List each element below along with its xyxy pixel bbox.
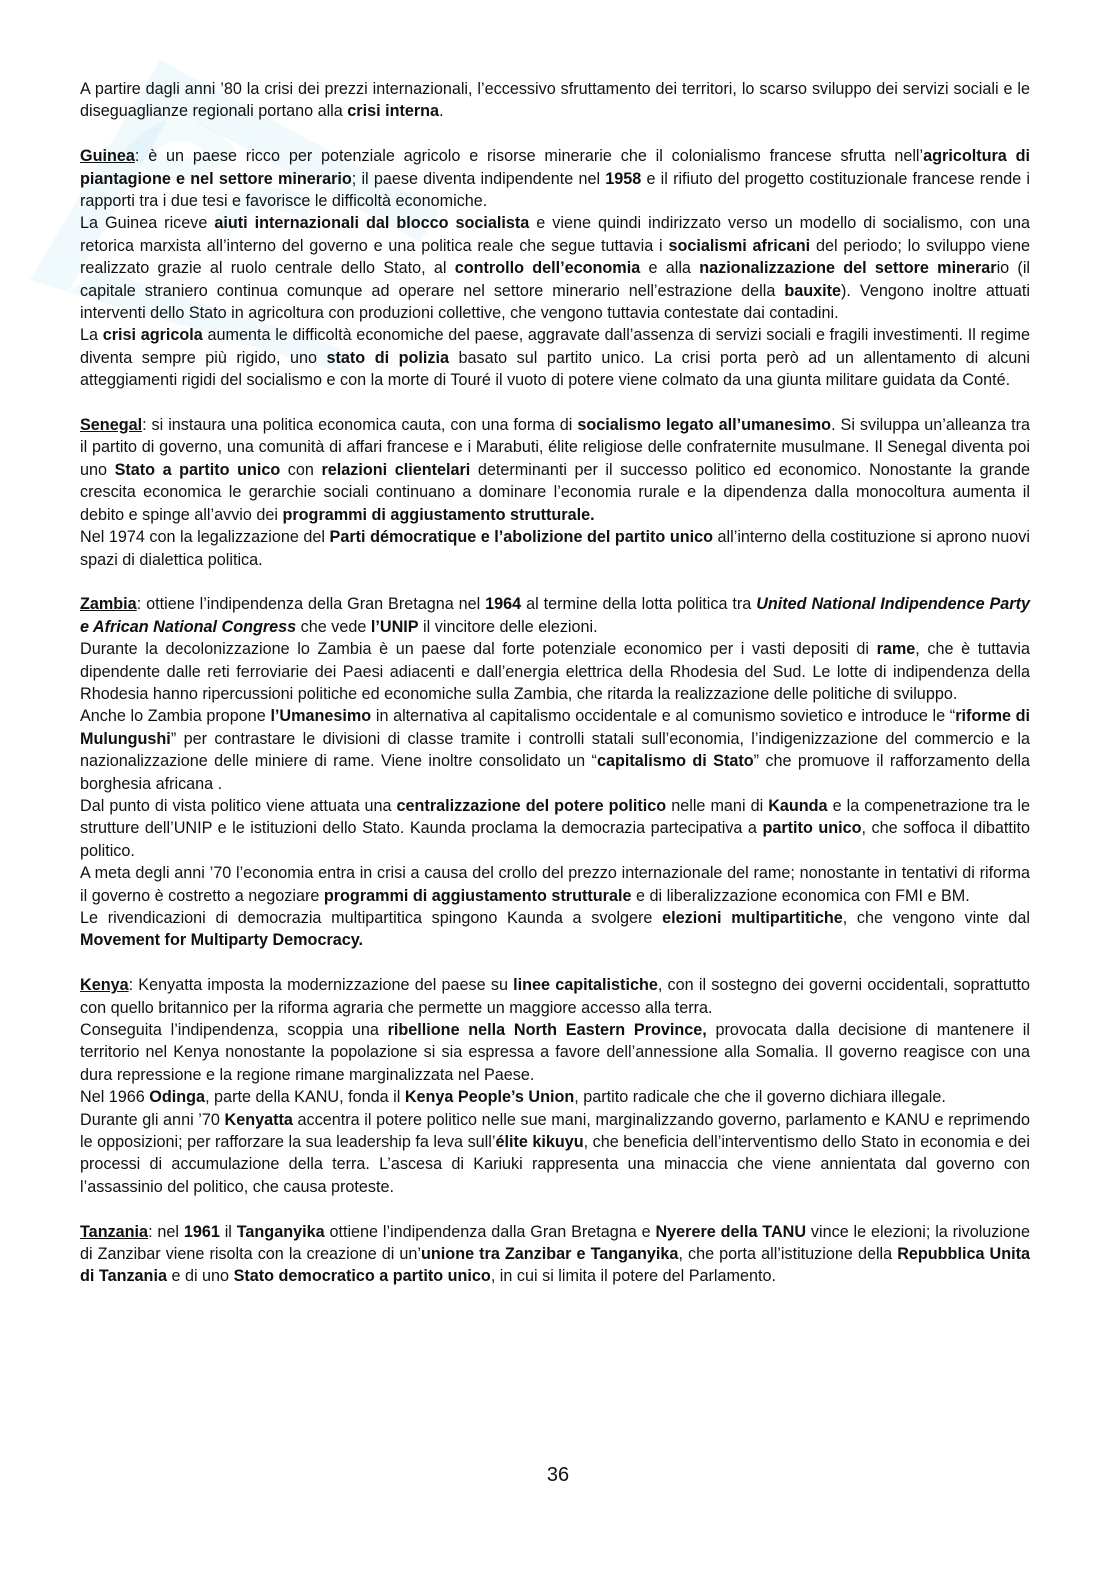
paragraph-zambia-crisi: A meta degli anni ’70 l’economia entra in crisi a causa del crollo del prezzo internazionale del rame; nonostante in tentativi di riforma il governo è costretto a negoziare programmi di aggiustamento strutturale e di liberalizzazione economica con FMI e BM. (80, 864, 1030, 905)
section-heading-zambia: Zambia (80, 595, 137, 614)
paragraph-crisi-interna: A partire dagli anni ’80 la crisi dei prezzi internazionali, l’eccessivo sfruttamento dei territori, lo scarso sviluppo dei servizi sociali e le diseguaglianze regionali portano alla crisi interna. (80, 80, 1030, 121)
paragraph-guinea-socialismo: La Guinea riceve aiuti internazionali dal blocco socialista e viene quindi indirizzato verso un modello di socialismo, con una retorica marxista all’interno del governo e una politica reale che segue tuttavia i socialismi africani del periodo; lo sviluppo viene realizzato grazie al ruolo centrale dello Stato, al controllo dell’economia e alla nazionalizzazione del settore minerario (il capitale straniero continua comunque ad operare nel settore minerario nell’estrazione della bauxite). Vengono inoltre attuati interventi dello Stato in agricoltura con produzioni collettive, che vengono tuttavia contestate dai contadini. (80, 214, 1031, 323)
page-number: 36 (546, 1464, 570, 1486)
paragraph-senegal-intro: Senegal: si instaura una politica economica cauta, con una forma di socialismo legato all’umanesimo. Si sviluppa un’alleanza tra il partito di governo, una comunità di affari francese e i Marabuti, élite religiose delle confraternite musulmane. Il Senegal diventa poi uno Stato a partito unico con relazioni clientelari determinanti per il successo politico ed economico. Nonostante la grande crescita economica le gerarchie sociali continuano a dominare l’economia rurale e la dipendenza dalla monocoltura aumenta il debito e spinge all’avvio dei programmi di aggiustamento strutturale. (80, 416, 1030, 524)
paragraph-zambia-kaunda: Dal punto di vista politico viene attuata una centralizzazione del potere politico nelle mani di Kaunda e la compenetrazione tra le strutture dell’UNIP e le istituzioni dello Stato. Kaunda proclama la democrazia partecipativa a partito unico, che soffoca il dibattito politico. (80, 796, 1031, 860)
paragraph-zambia-umanesimo: Anche lo Zambia propone l’Umanesimo in alternativa al capitalismo occidentale e al comunismo sovietico e introduce le “riforme di Mulungushi” per contrastare le divisioni di classe tramite i controlli statali sull’economia, l’indigenizzazione del commercio e la nazionalizzazione delle miniere di rame. Viene inoltre consolidato un “capitalismo di Stato” che promuove il rafforzamento della borghesia africana . (80, 707, 1030, 793)
paragraph-zambia-multipartitica: Le rivendicazioni di democrazia multipartitica spingono Kaunda a svolgere elezioni multipartitiche, che vengono vinte dal Movement for Multiparty Democracy. (80, 908, 1030, 950)
section-heading-tanzania: Tanzania (80, 1222, 149, 1241)
paragraph-zambia-rame: Durante la decolonizzazione lo Zambia è un paese dal forte potenziale economico per i vasti depositi di rame, che è tuttavia dipendente dalle reti ferroviarie dei Paesi adiacenti e dall’energia elettrica della Rhodesia del Sud. Le lotte di indipendenza della Rhodesia hanno ripercussioni politiche ed economiche sulla Zambia, che ritarda la realizzazione delle politiche di sviluppo. (80, 640, 1030, 703)
paragraph-kenya-ribellione: Conseguita l’indipendenza, scoppia una ribellione nella North Eastern Province, provocata dalla decisione di mantenere il territorio nel Kenya nonostante la popolazione si sia espressa a favore dell’annessione alla Somalia. Il governo reagisce con una dura repressione e la regione rimane marginalizzata nel Paese. (80, 1021, 1030, 1084)
paragraph-tanzania-intro: Tanzania: nel 1961 il Tanganyika ottiene l’indipendenza dalla Gran Bretagna e Nyerere della TANU vince le elezioni; la rivoluzione di Zanzibar viene risolta con la creazione di un’unione tra Zanzibar e Tanganyika, che porta all’istituzione della Repubblica Unita di Tanzania e di uno Stato democratico a partito unico, in cui si limita il potere del Parlamento. (80, 1222, 1031, 1286)
paragraph-zambia-intro: Zambia: ottiene l’indipendenza della Gran Bretagna nel 1964 al termine della lotta politica tra United National Indipendence Party e African National Congress che vede l’UNIP il vincitore delle elezioni. (80, 595, 1030, 636)
section-heading-senegal: Senegal (80, 416, 143, 435)
paragraph-senegal-1974: Nel 1974 con la legalizzazione del Parti démocratique e l’abolizione del partito unico all’interno della costituzione si aprono nuovi spazi di dialettica politica. (80, 528, 1030, 569)
paragraph-kenya-kenyatta: Durante gli anni ’70 Kenyatta accentra il potere politico nelle sue mani, marginalizzando governo, parlamento e KANU e reprimendo le opposizioni; per rafforzare la sua leadership fa leva sull’élite kikuyu, che beneficia dell’interventismo dello Stato in economia e dei processi di accumulazione della terra. L’ascesa di Kariuki rappresenta una minaccia che viene annientata dal governo con l’assassinio del politico, che causa proteste. (80, 1110, 1031, 1196)
section-heading-kenya: Kenya (80, 976, 129, 995)
document-body (80, 78, 1030, 1288)
paragraph-guinea-crisi: La crisi agricola aumenta le difficoltà economiche del paese, aggravate dall’assenza di servizi sociali e fragili investimenti. Il regime diventa sempre più rigido, uno stato di polizia basato sul partito unico. La crisi porta però ad un allentamento di alcuni atteggiamenti rigidi del socialismo e con la morte di Touré il vuoto di potere viene colmato da una giunta militare guidata da Conté. (80, 326, 1030, 390)
paragraph-guinea-intro: Guinea: è un paese ricco per potenziale agricolo e risorse minerarie che il colonialismo francese sfrutta nell’agricoltura di piantagione e nel settore minerario; il paese diventa indipendente nel 1958 e il rifiuto del progetto costituzionale francese rende i rapporti tra i due tesi e favorisce le difficoltà economiche. (80, 147, 1031, 211)
section-heading-guinea: Guinea (80, 147, 135, 166)
paragraph-kenya-intro: Kenya: Kenyatta imposta la modernizzazione del paese su linee capitalistiche, con il sostegno dei governi occidentali, soprattutto con quello britannico per la riforma agraria che permette un maggiore accesso alla terra. (80, 976, 1031, 1017)
paragraph-kenya-odinga: Nel 1966 Odinga, parte della KANU, fonda il Kenya People’s Union, partito radicale che che il governo dichiara illegale. (80, 1088, 946, 1107)
